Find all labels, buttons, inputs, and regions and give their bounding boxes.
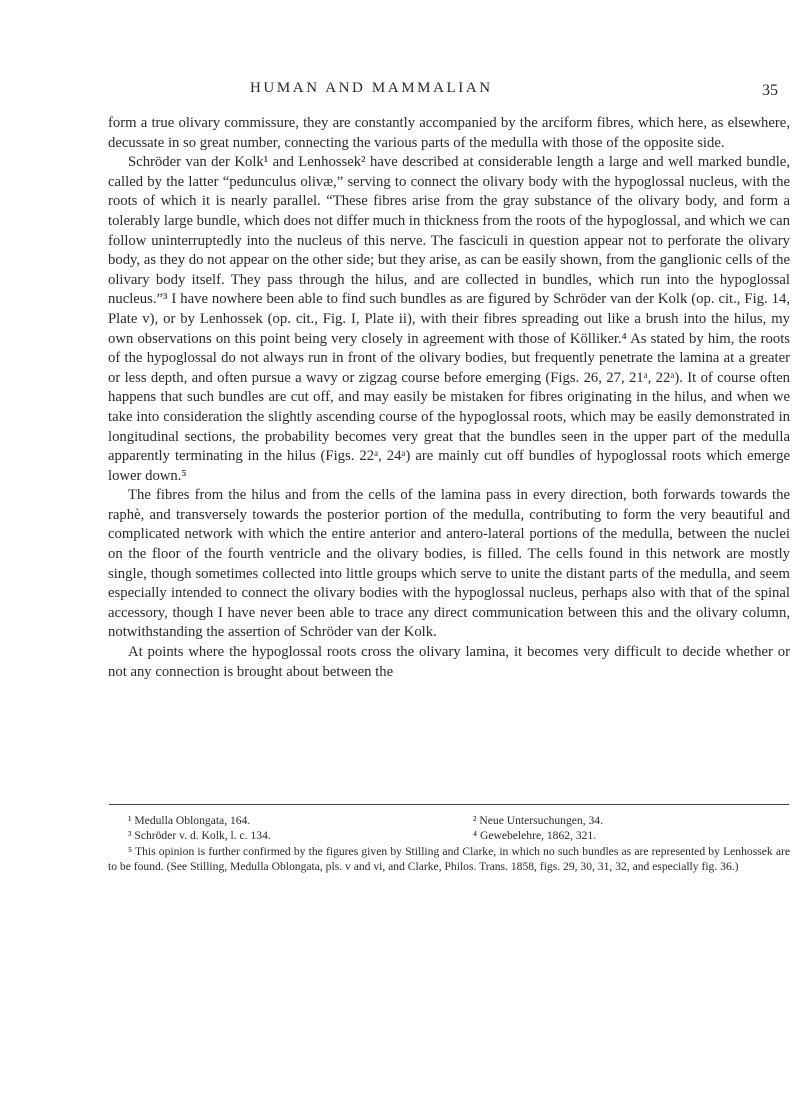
paragraph-2: Schröder van der Kolk¹ and Lenhossek² have described at considerable length a large and well marked bundle, called by the latter “pedunculus olivæ,” serving to connect the olivary body with the hypoglossal nucleus, with the roots of which it is nearly parallel. “These fibres arise from the gray substance of the olivary body, and form a tolerably large bundle, which does not differ much in thickness from the roots of the hypoglossal, and which we can follow uninterruptedly into the nucleus of this nerve. The fasciculi in question appear not to perforate the olivary body, as they do not appear on the other side; but they arise, as can be easily shown, from the ganglionic cells of the olivary body itself. They pass through the hilus, and are collected in bundles, which run into the hypoglossal nucleus.”³ I have nowhere been able to find such bundles as are figured by Schröder van der Kolk (op. cit., Fig. 14, Plate v), or by Lenhossek (op. cit., Fig. I, Plate ii), with their fibres spreading out like a brush into the hilus, my own observations on this point being very closely in agreement with those of Kölliker.⁴ As stated by him, the roots of the hypoglossal do not always run in front of the olivary bodies, but frequently penetrate the lamina at a greater or less depth, and often pursue a wavy or zigzag course before emerging (Figs. 26, 27, 21ᵃ, 22ᵃ). It of course often happens that such bundles are cut off, and may easily be mistaken for fibres originating in the hilus, and when we take into consideration the slightly ascending course of the hypoglossal roots, which may be easily demonstrated in longitudinal sections, the probability becomes very great that the bundles seen in the upper part of the medulla apparently terminating in the hilus (Figs. 22ᵃ, 24ᵃ) are mainly cut off bundles of hypoglossal roots which emerge lower down.⁵ (108, 154, 790, 484)
paragraph-4: At points where the hypoglossal roots cross the olivary lamina, it becomes very difficult to decide whether or not any connection is brought about between the (108, 644, 790, 680)
footnote-row-2 (108, 828, 790, 843)
body-text (108, 114, 790, 682)
footnote-row-1 (108, 813, 790, 828)
footnote-1: ¹ Medulla Oblongata, 164. (128, 814, 251, 827)
paragraph-1: form a true olivary commissure, they are constantly accompanied by the arciform fibres, which here, as elsewhere, decussate in so great number, connecting the various parts of the medulla with those of the opposite side. (108, 115, 790, 151)
paragraph-3: The fibres from the hilus and from the cells of the lamina pass in every direction, both forwards towards the raphè, and transversely towards the posterior portion of the medulla, contributing to form the very beautiful and complicated network with which the entire anterior and antero-lateral portions of the medulla, between the nuclei on the floor of the fourth ventricle and the olivary bodies, is filled. The cells found in this network are mostly single, though sometimes collected into little groups which serve to unite the distant parts of the medulla, and seem especially intended to connect the olivary bodies with the hypoglossal nucleus, perhaps also with that of the spinal accessory, though I have never been able to trace any direct communication between this and the olivary column, notwithstanding the assertion of Schröder van der Kolk. (108, 487, 790, 641)
footnote-3: ³ Schröder v. d. Kolk, l. c. 134. (128, 829, 271, 843)
footnote-4: ⁴ Gewebelehre, 1862, 321. (473, 829, 597, 843)
running-title: HUMAN AND MAMMALIAN (250, 80, 493, 96)
footnotes (108, 813, 790, 874)
footnote-divider (109, 804, 789, 805)
page-number: 35 (762, 82, 778, 99)
footnote-2: ² Neue Untersuchungen, 34. (473, 814, 604, 827)
footnote-5: ⁵ This opinion is further confirmed by the figures given by Stilling and Clarke, in which no such bundles as are represented by Lenhossek are to be found. (See Stilling, Medulla Oblongata, pls. v and vi, and Clarke, Philos. Trans. 1858, figs. 29, 30, 31, 32, and especially fig. 36.) (108, 844, 790, 873)
